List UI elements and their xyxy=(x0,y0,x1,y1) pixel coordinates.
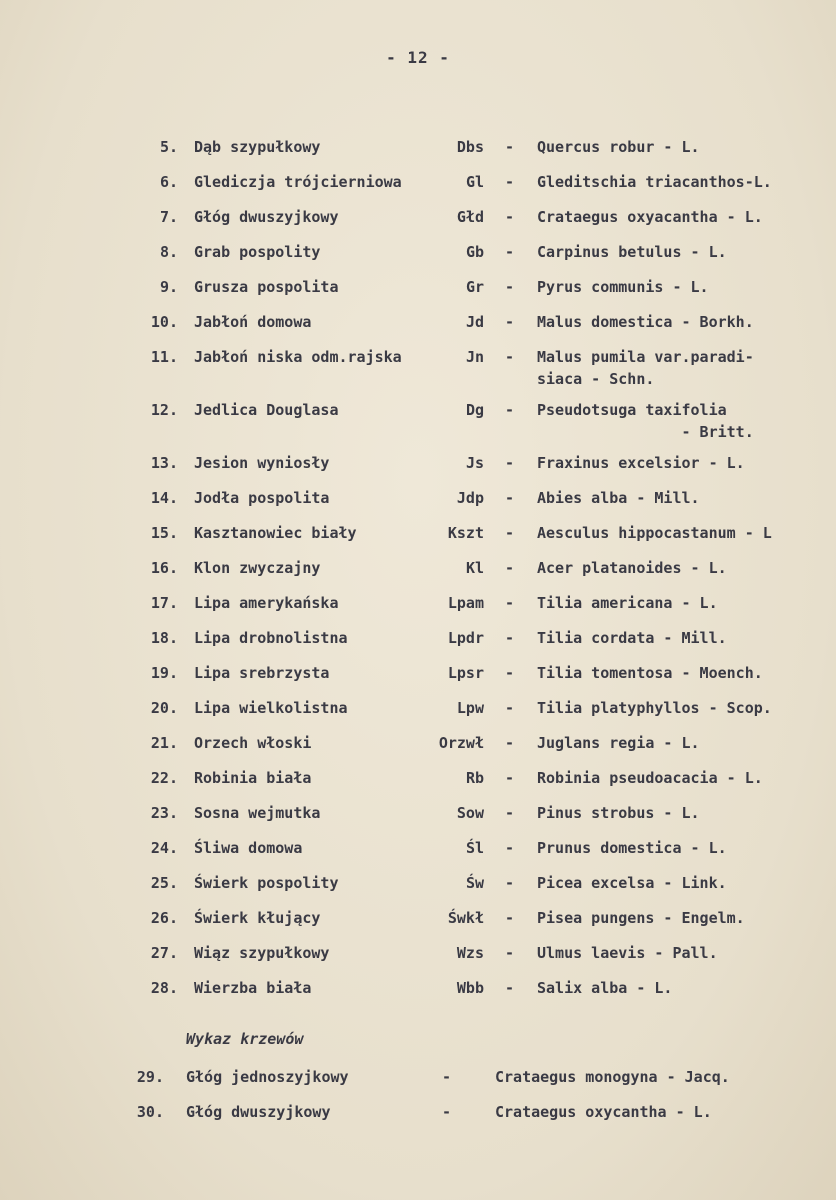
latin-name: Malus domestica - Borkh. xyxy=(537,313,754,331)
separator-dash: - xyxy=(505,313,515,331)
latin-name: Quercus robur - L. xyxy=(537,138,700,156)
entry-number: 29. xyxy=(136,1068,164,1086)
polish-name: Jabłoń domowa xyxy=(194,313,312,331)
latin-name: Fraxinus excelsior - L. xyxy=(537,454,745,472)
separator-dash: - xyxy=(505,348,515,366)
separator-dash: - xyxy=(505,208,515,226)
separator-dash: - xyxy=(505,944,515,962)
polish-name: Dąb szypułkowy xyxy=(194,138,321,156)
polish-name: Lipa srebrzysta xyxy=(194,664,330,682)
entry-number: 23. xyxy=(150,804,178,822)
polish-name: Orzech włoski xyxy=(194,734,312,752)
latin-name: Tilia cordata - Mill. xyxy=(537,629,727,647)
polish-name: Grab pospolity xyxy=(194,243,321,261)
abbreviation: Jdp xyxy=(456,489,484,507)
latin-name: Malus pumila var.paradi- siaca - Schn. xyxy=(537,348,754,388)
abbreviation: Lpdr xyxy=(447,629,484,647)
entry-number: 25. xyxy=(150,874,178,892)
polish-name: Klon zwyczajny xyxy=(194,559,321,577)
latin-name: Carpinus betulus - L. xyxy=(537,243,727,261)
polish-name: Głóg dwuszyjkowy xyxy=(194,208,339,226)
abbreviation: Dbs xyxy=(456,138,484,156)
entry-number: 11. xyxy=(150,348,178,366)
abbreviation: Gr xyxy=(465,278,484,296)
separator-dash: - xyxy=(505,909,515,927)
separator-dash: - xyxy=(505,734,515,752)
latin-name: Acer platanoides - L. xyxy=(537,559,727,577)
abbreviation: Głd xyxy=(456,208,484,226)
abbreviation: Śl xyxy=(465,839,484,857)
polish-name: Świerk pospolity xyxy=(194,874,339,892)
separator-dash: - xyxy=(442,1068,452,1086)
separator-dash: - xyxy=(505,804,515,822)
abbreviation: Sow xyxy=(456,804,484,822)
separator-dash: - xyxy=(505,524,515,542)
latin-name: Salix alba - L. xyxy=(537,979,673,997)
latin-name: Gleditschia triacanthos-L. xyxy=(537,173,772,191)
latin-name: Crataegus oxyacantha - L. xyxy=(537,208,763,226)
entry-number: 9. xyxy=(159,278,178,296)
abbreviation: Orzwł xyxy=(438,734,484,752)
polish-name: Lipa drobnolistna xyxy=(194,629,348,647)
separator-dash: - xyxy=(505,594,515,612)
entry-number: 21. xyxy=(150,734,178,752)
separator-dash: - xyxy=(505,401,515,419)
separator-dash: - xyxy=(505,243,515,261)
polish-name: Wierzba biała xyxy=(194,979,312,997)
latin-name: Ulmus laevis - Pall. xyxy=(537,944,718,962)
separator-dash: - xyxy=(505,489,515,507)
abbreviation: Kl xyxy=(465,559,484,577)
abbreviation: Lpsr xyxy=(447,664,484,682)
polish-name: Kasztanowiec biały xyxy=(194,524,357,542)
entry-number: 18. xyxy=(150,629,178,647)
latin-name: Picea excelsa - Link. xyxy=(537,874,727,892)
entry-number: 17. xyxy=(150,594,178,612)
abbreviation: Gl xyxy=(465,173,484,191)
polish-name: Jedlica Douglasa xyxy=(194,401,339,419)
entry-number: 8. xyxy=(159,243,178,261)
separator-dash: - xyxy=(505,629,515,647)
abbreviation: Lpam xyxy=(447,594,484,612)
abbreviation: Gb xyxy=(465,243,484,261)
polish-name: Śliwa domowa xyxy=(194,839,303,857)
entry-number: 6. xyxy=(159,173,178,191)
polish-name: Wiąz szypułkowy xyxy=(194,944,330,962)
entry-number: 14. xyxy=(150,489,178,507)
latin-name: Pseudotsuga taxifolia - Britt. xyxy=(537,401,754,441)
entry-number: 30. xyxy=(136,1103,164,1121)
abbreviation: Jn xyxy=(465,348,484,366)
entry-number: 26. xyxy=(150,909,178,927)
entry-number: 20. xyxy=(150,699,178,717)
latin-name: Juglans regia - L. xyxy=(537,734,700,752)
entry-number: 15. xyxy=(150,524,178,542)
separator-dash: - xyxy=(505,559,515,577)
separator-dash: - xyxy=(505,874,515,892)
entry-number: 16. xyxy=(150,559,178,577)
separator-dash: - xyxy=(505,138,515,156)
entry-number: 12. xyxy=(150,401,178,419)
abbreviation: Lpw xyxy=(456,699,484,717)
entry-number: 13. xyxy=(150,454,178,472)
abbreviation: Dg xyxy=(465,401,484,419)
separator-dash: - xyxy=(442,1103,452,1121)
polish-name: Sosna wejmutka xyxy=(194,804,321,822)
polish-name: Świerk kłujący xyxy=(194,909,321,927)
page-number: - 12 - xyxy=(386,48,450,67)
entry-number: 24. xyxy=(150,839,178,857)
polish-name: Lipa amerykańska xyxy=(194,594,339,612)
latin-name: Pyrus communis - L. xyxy=(537,278,709,296)
polish-name: Jodła pospolita xyxy=(194,489,330,507)
entry-number: 7. xyxy=(159,208,178,226)
abbreviation: Św xyxy=(465,874,484,892)
abbreviation: Wbb xyxy=(456,979,484,997)
separator-dash: - xyxy=(505,979,515,997)
abbreviation: Rb xyxy=(465,769,484,787)
polish-name: Robinia biała xyxy=(194,769,312,787)
separator-dash: - xyxy=(505,699,515,717)
abbreviation: Js xyxy=(465,454,484,472)
abbreviation: Śwkł xyxy=(447,909,484,927)
latin-name: Crataegus monogyna - Jacq. xyxy=(495,1068,730,1086)
polish-name: Lipa wielkolistna xyxy=(194,699,348,717)
latin-name: Robinia pseudoacacia - L. xyxy=(537,769,763,787)
latin-name: Crataegus oxycantha - L. xyxy=(495,1103,712,1121)
separator-dash: - xyxy=(505,278,515,296)
polish-name: Glediczja trójcierniowa xyxy=(194,173,402,191)
latin-name: Prunus domestica - L. xyxy=(537,839,727,857)
latin-name: Tilia platyphyllos - Scop. xyxy=(537,699,772,717)
polish-name: Grusza pospolita xyxy=(194,278,339,296)
latin-name: Abies alba - Mill. xyxy=(537,489,700,507)
separator-dash: - xyxy=(505,664,515,682)
shrubs-heading: Wykaz krzewów xyxy=(186,1030,304,1048)
latin-name: Tilia tomentosa - Moench. xyxy=(537,664,763,682)
latin-name: Pisea pungens - Engelm. xyxy=(537,909,745,927)
entry-number: 22. xyxy=(150,769,178,787)
entry-number: 28. xyxy=(150,979,178,997)
latin-name: Pinus strobus - L. xyxy=(537,804,700,822)
polish-name: Głóg dwuszyjkowy xyxy=(186,1103,331,1121)
entry-number: 10. xyxy=(150,313,178,331)
abbreviation: Jd xyxy=(465,313,484,331)
polish-name: Jabłoń niska odm.rajska xyxy=(194,348,402,366)
latin-name: Aesculus hippocastanum - L xyxy=(537,524,772,542)
separator-dash: - xyxy=(505,173,515,191)
separator-dash: - xyxy=(505,454,515,472)
entry-number: 5. xyxy=(159,138,178,156)
abbreviation: Wzs xyxy=(456,944,484,962)
separator-dash: - xyxy=(505,839,515,857)
separator-dash: - xyxy=(505,769,515,787)
abbreviation: Kszt xyxy=(447,524,484,542)
entry-number: 27. xyxy=(150,944,178,962)
latin-name: Tilia americana - L. xyxy=(537,594,718,612)
polish-name: Głóg jednoszyjkowy xyxy=(186,1068,349,1086)
entry-number: 19. xyxy=(150,664,178,682)
polish-name: Jesion wyniosły xyxy=(194,454,330,472)
